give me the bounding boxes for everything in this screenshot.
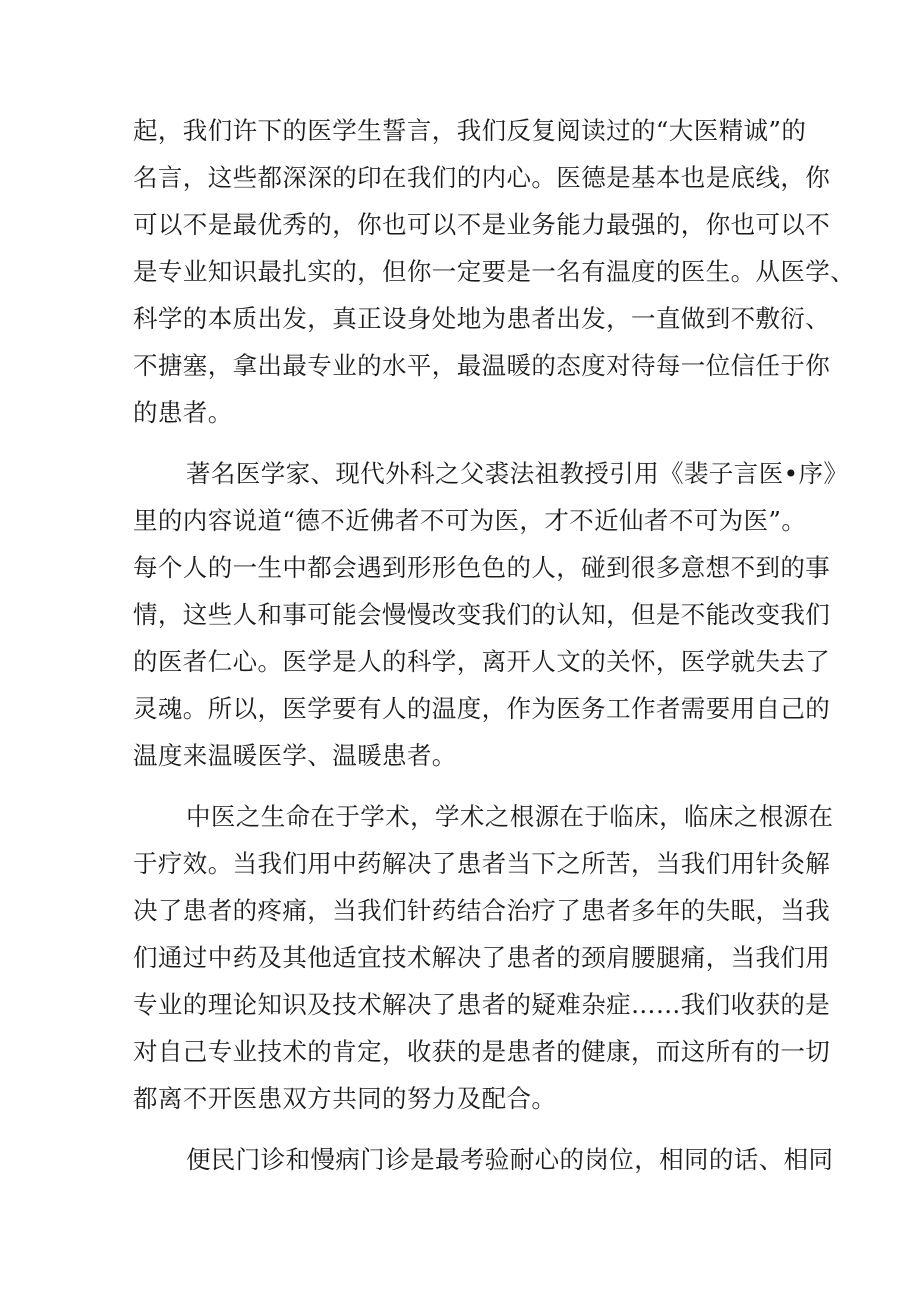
paragraph	[133, 1136, 834, 1183]
text-line: 里的内容说道“德不近佛者不可为医，才不近仙者不可为医”。	[133, 506, 807, 535]
text-line: 专业的理论知识及技术解决了患者的疑难杂症……我们收获的是	[133, 990, 831, 1019]
text-line: 可以不是最优秀的，你也可以不是业务能力最强的，你也可以不	[133, 210, 831, 239]
text-line: 是专业知识最扎实的，但你一定要是一名有温度的医生。从医学、	[133, 257, 856, 286]
text-line: 每个人的一生中都会遇到形形色色的人，碰到很多意想不到的事	[133, 553, 831, 582]
document-body	[133, 107, 856, 1197]
text-line: 对自己专业技术的肯定，收获的是患者的健康，而这所有的一切	[133, 1037, 831, 1066]
text-line: 著名医学家、现代外科之父裘法祖教授引用《裴子言医•序》	[186, 459, 849, 488]
text-line: 于疗效。当我们用中药解决了患者当下之所苦，当我们用针灸解	[133, 849, 831, 878]
text-line: 们通过中药及其他适宜技术解决了患者的颈肩腰腿痛，当我们用	[133, 943, 831, 972]
text-line: 科学的本质出发，真正设身处地为患者出发，一直做到不敷衍、	[133, 304, 831, 333]
paragraph	[133, 107, 856, 436]
text-line: 的患者。	[133, 398, 233, 427]
text-line: 的医者仁心。医学是人的科学，离开人文的关怀，医学就失去了	[133, 647, 831, 676]
text-line: 不搪塞，拿出最专业的水平，最温暖的态度对待每一位信任于你	[133, 351, 831, 380]
text-line: 中医之生命在于学术，学术之根源在于临床，临床之根源在	[186, 802, 834, 831]
text-line: 情，这些人和事可能会慢慢改变我们的认知，但是不能改变我们	[133, 600, 831, 629]
paragraph	[133, 793, 834, 1122]
paragraph	[133, 450, 849, 779]
text-line: 温度来温暖医学、温暖患者。	[133, 741, 457, 770]
text-line: 名言，这些都深深的印在我们的内心。医德是基本也是底线，你	[133, 163, 831, 192]
text-line: 起，我们许下的医学生誓言，我们反复阅读过的“大医精诚”的	[133, 116, 807, 145]
text-line: 决了患者的疼痛，当我们针药结合治疗了患者多年的失眠，当我	[133, 896, 831, 925]
text-line: 灵魂。所以，医学要有人的温度，作为医务工作者需要用自己的	[133, 694, 831, 723]
text-line: 都离不开医患双方共同的努力及配合。	[133, 1084, 557, 1113]
text-line: 便民门诊和慢病门诊是最考验耐心的岗位，相同的话、相同	[186, 1145, 834, 1174]
